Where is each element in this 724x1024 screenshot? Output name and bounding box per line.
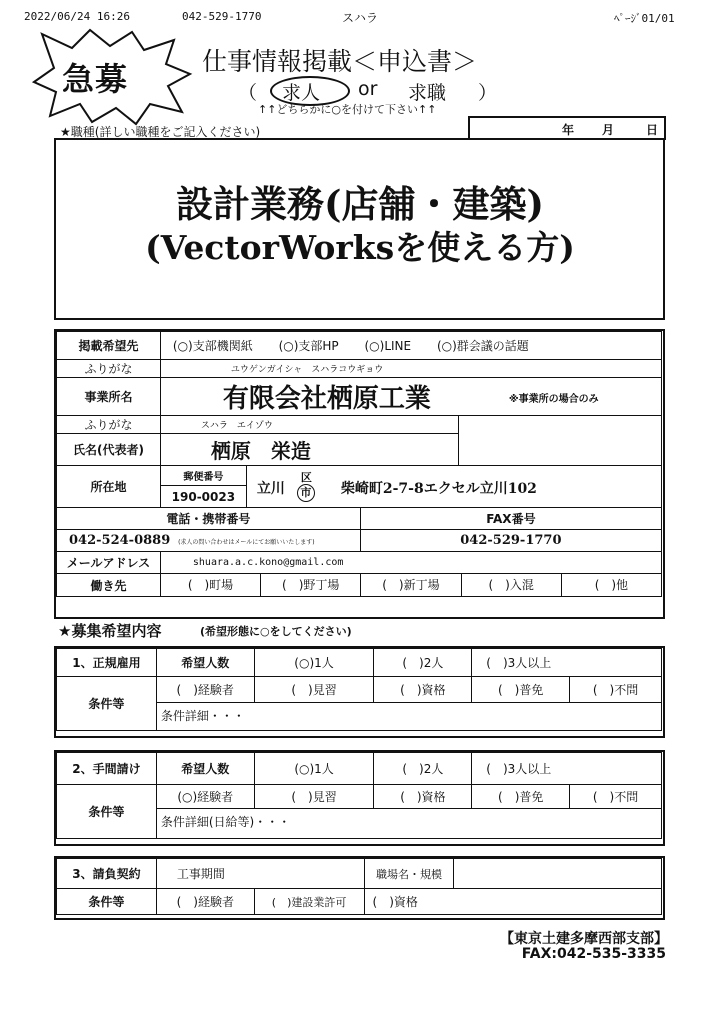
job-type-line1: 設計業務(店舗・建築)	[175, 182, 544, 226]
page-title: 仕事情報掲載＜申込書＞	[202, 47, 478, 76]
rep-label: 氏名(代表者)	[57, 434, 161, 466]
burst-text: 急募	[62, 60, 129, 98]
section2-cond-label: 条件等	[57, 785, 157, 839]
ku-label: 区	[300, 471, 312, 484]
publish-option-meeting[interactable]: (○)群会議の話題	[436, 339, 529, 353]
footer-fax: FAX:042-535-3335	[521, 946, 666, 962]
fax-number: 042-529-1770	[182, 10, 262, 23]
rep-furigana[interactable]: スハラ エイゾウ	[160, 416, 458, 434]
choice-kyushoku[interactable]: 求職	[408, 82, 447, 104]
job-type-line2: (VectorWorksを使える方)	[145, 228, 575, 267]
section3-table	[56, 858, 662, 915]
choice-close: ）	[478, 82, 498, 104]
company-row	[57, 378, 662, 416]
section1-cond-any[interactable]: ( )不問	[570, 677, 662, 703]
footer-org: 【東京土建多摩西部支部】	[500, 931, 668, 947]
rep-name[interactable]: 栖原 栄造	[160, 434, 458, 466]
address-row-1	[57, 466, 662, 486]
workplace-row	[57, 574, 662, 597]
section2-cond-apprentice[interactable]: ( )見習	[254, 785, 374, 809]
publish-option-hp[interactable]: (○)支部HP	[278, 339, 339, 353]
choice-note: ↑↑どちらかに○を付けて下さい↑↑	[258, 103, 437, 116]
year-label: 年	[562, 123, 575, 137]
choice-or: or	[358, 78, 378, 100]
section2-table	[56, 752, 662, 839]
fax-page: ﾍﾟｰｼﾞ01/01	[614, 12, 675, 25]
mail-row	[57, 552, 662, 574]
fax[interactable]: 042-529-1770	[360, 530, 661, 552]
publish-option-line[interactable]: (○)LINE	[364, 339, 412, 353]
section2-count-1[interactable]: (○)1人	[254, 753, 374, 785]
section1-count-label: 希望人数	[156, 649, 254, 677]
rep-blank-cell	[458, 416, 662, 466]
section3-cond-label: 条件等	[57, 889, 157, 915]
choice-open: （	[238, 82, 258, 104]
phone[interactable]: 042-524-0889	[69, 533, 171, 548]
section3-site-value[interactable]	[454, 859, 662, 889]
mail[interactable]: shuara.a.c.kono@gmail.com	[160, 552, 661, 574]
postal-code[interactable]: 190-0023	[160, 486, 246, 508]
choice-kyujin[interactable]: 求人	[282, 82, 321, 104]
publish-row	[57, 332, 662, 360]
section2-count-2[interactable]: ( )2人	[374, 753, 472, 785]
phone-row	[57, 530, 662, 552]
section3-title: 3、請負契約	[57, 859, 157, 889]
section1-cond-driving[interactable]: ( )普免	[472, 677, 570, 703]
section2-cond-any[interactable]: ( )不問	[570, 785, 662, 809]
address-label: 所在地	[57, 466, 161, 508]
publish-label: 掲載希望先	[57, 332, 161, 360]
section1-title: 1、正規雇用	[57, 649, 157, 677]
month-label: 月	[602, 123, 615, 137]
section1-count-2[interactable]: ( )2人	[374, 649, 472, 677]
phone-note: (求人の問い合わせはメールにてお願いいたします)	[178, 539, 315, 546]
section1-detail[interactable]: 条件詳細・・・	[156, 703, 661, 731]
rep-furigana-row	[57, 416, 662, 434]
section1-table	[56, 648, 662, 731]
phone-header-row	[57, 508, 662, 530]
section2-count-label: 希望人数	[156, 753, 254, 785]
fax-sender: スハラ	[342, 11, 379, 25]
section3-period[interactable]: 工事期間	[156, 859, 364, 889]
workplace-nochoba[interactable]: ( )野丁場	[261, 574, 361, 596]
section3-cond-experienced[interactable]: ( )経験者	[156, 889, 254, 915]
company-furigana-row	[57, 360, 662, 378]
section3-cond-license[interactable]: ( )資格	[364, 889, 661, 915]
section2-cond-license[interactable]: ( )資格	[374, 785, 472, 809]
furigana-label: ふりがな	[57, 360, 161, 378]
recruit-heading-note: (希望形態に○をしてください)	[200, 625, 352, 638]
section2-title: 2、手間請け	[57, 753, 157, 785]
city[interactable]: 立川	[256, 481, 285, 497]
section2-detail[interactable]: 条件詳細(日給等)・・・	[156, 809, 661, 839]
phone-label: 電話・携帯番号	[57, 508, 361, 530]
workplace-shinchoba[interactable]: ( )新丁場	[361, 574, 461, 596]
section1-cond-experienced[interactable]: ( )経験者	[156, 677, 254, 703]
mail-label: メールアドレス	[57, 552, 161, 574]
shi-label: 市	[297, 484, 315, 502]
publish-options	[160, 332, 661, 360]
day-label: 日	[646, 123, 659, 137]
fax-datetime: 2022/06/24 16:26	[24, 10, 130, 23]
workplace-other[interactable]: ( )他	[594, 578, 629, 592]
recruit-heading: ★募集希望内容	[58, 622, 162, 640]
workplace-label: 働き先	[57, 574, 161, 597]
applicant-table	[56, 331, 662, 597]
section1-count-3[interactable]: ( )3人以上	[472, 649, 662, 677]
section3-cond-contractor[interactable]: ( )建設業許可	[254, 889, 364, 915]
section1-cond-apprentice[interactable]: ( )見習	[254, 677, 374, 703]
section1-cond-label: 条件等	[57, 677, 157, 731]
section2-cond-driving[interactable]: ( )普免	[472, 785, 570, 809]
workplace-ikon[interactable]: ( )入混	[462, 574, 562, 596]
company-note: ※事業所の場合のみ	[508, 394, 599, 405]
postal-label: 郵便番号	[160, 466, 246, 486]
company-furigana[interactable]: ユウゲンガイシャ スハラコウギョウ	[160, 360, 661, 378]
publish-option-bulletin[interactable]: (○)支部機関紙	[172, 339, 253, 353]
section2-count-3[interactable]: ( )3人以上	[472, 753, 662, 785]
section2-cond-experienced[interactable]: (○)経験者	[156, 785, 254, 809]
company-label: 事業所名	[57, 378, 161, 416]
company-name[interactable]: 有限会社栖原工業	[222, 384, 431, 414]
section3-site[interactable]: 職場名・規模	[364, 859, 454, 889]
job-type-label: ★職種(詳しい職種をご記入ください)	[60, 125, 261, 139]
fax-label: FAX番号	[360, 508, 661, 530]
section1-count-1[interactable]: (○)1人	[254, 649, 374, 677]
workplace-machiba[interactable]: ( )町場	[161, 574, 261, 596]
address[interactable]: 柴崎町2-7-8エクセル立川102	[340, 481, 537, 497]
rep-furigana-label: ふりがな	[57, 416, 161, 434]
section1-cond-license[interactable]: ( )資格	[374, 677, 472, 703]
